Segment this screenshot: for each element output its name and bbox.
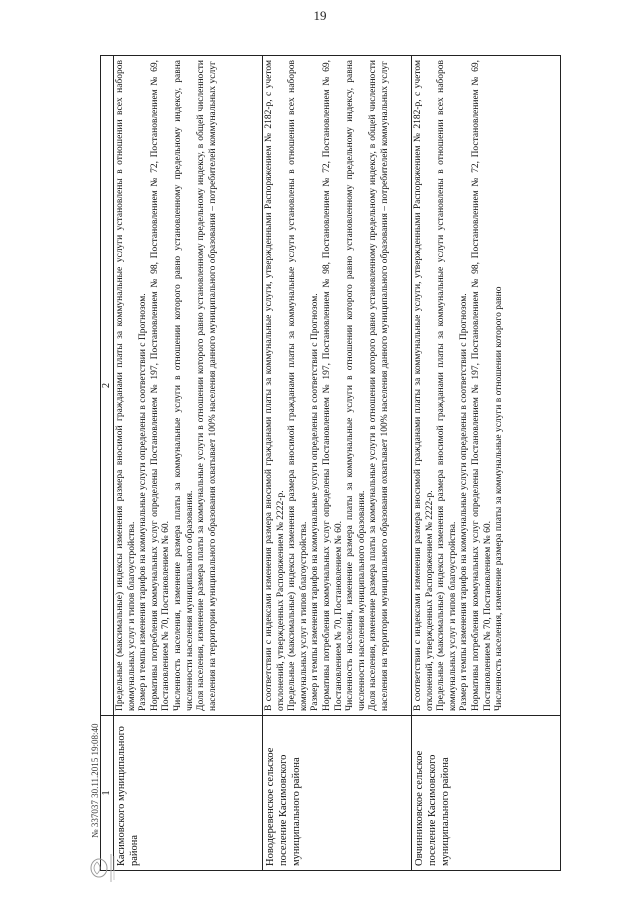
- government-seal-icon: [85, 856, 125, 888]
- paragraph: Нормативы потребления коммунальных услуг определены Постановлением № 197, Постановлением № 98, Постановлением № 72, Постановлением № 69, Постановлением № 70, Постановлением № 60.: [149, 60, 172, 711]
- paragraph: Доля населения, изменение размера платы за коммунальные услуги в отношении которого равно установленному предельному индексу, в общей численности населения на территории муниципального образования охватывает 100% населения данного муниципального образования – потребителей коммунальных услуг: [368, 60, 390, 711]
- column-header-2: 2: [101, 56, 114, 716]
- row-description: [412, 56, 561, 716]
- paragraph: Предельные (максимальные) индексы изменения размера вносимой гражданами платы за коммунальные услуги установлены в отношении всех наборов коммунальных услуг и типов благоустройства.: [115, 60, 137, 711]
- table-row: [114, 56, 263, 871]
- column-header-1: 1: [101, 716, 114, 871]
- paragraph: Нормативы потребления коммунальных услуг определены Постановлением № 197, Постановлением № 98, Постановлением № 72, Постановлением № 69, Постановлением № 70, Постановлением № 60.: [321, 60, 344, 711]
- municipality-name: Новодеревенское сельское поселение Касимовского муниципального района: [263, 716, 412, 871]
- document-footer-stamp: № 337037 30.11.2015 19:08:40: [90, 723, 100, 838]
- paragraph: Численность населения, изменение размера платы за коммунальные услуги в отношении которого равно: [494, 286, 505, 711]
- seal-graphic: [85, 848, 117, 888]
- paragraph: Доля населения, изменение размера платы за коммунальные услуги в отношении которого равно установленному предельному индексу, в общей численности населения на территории муниципального образования охватывает 100% населения данного муниципального образования – потребителей коммунальных услуг: [196, 60, 218, 711]
- paragraph: Размер и темпы изменения тарифов на коммунальные услуги определены в соответствии с Прогнозом.: [138, 293, 149, 711]
- table-row: [412, 56, 561, 871]
- row-description: [114, 56, 263, 716]
- paragraph: Численность населения, изменение размера платы за коммунальные услуги в отношении которого равно установленному предельному индексу, равна численности населения муниципального образования.: [345, 60, 367, 711]
- municipality-name: Касимовского муниципального района: [114, 716, 263, 871]
- paragraph: В соответствии с индексами изменения размера вносимой гражданами платы за коммунальные услуги, утвержденными Распоряжением № 2182-р, с учетом отклонений, утвержденных Распоряжением № 2222-р.: [264, 60, 286, 711]
- paragraph: Численность населения, изменение размера платы за коммунальные услуги в отношении которого равно установленному предельному индексу, равна численности населения муниципального образования.: [172, 60, 195, 711]
- table-row: [263, 56, 412, 871]
- rotated-table-wrapper: [100, 56, 580, 871]
- paragraph: Предельные (максимальные) индексы изменения размера вносимой гражданами платы за коммунальные услуги установлены в отношении всех наборов коммунальных услуг и типов благоустройства.: [436, 60, 458, 711]
- tariff-table: [100, 55, 561, 871]
- paragraph: В соответствии с индексами изменения размера вносимой гражданами платы за коммунальные услуги, утвержденными Распоряжением № 2182-р, с учетом отклонений, утвержденных Распоряжением № 2222-р.: [413, 60, 435, 711]
- paragraph: Предельные (максимальные) индексы изменения размера вносимой гражданами платы за коммунальные услуги установлены в отношении всех наборов коммунальных услуг и типов благоустройства.: [287, 60, 309, 711]
- paragraph: Размер и темпы изменения тарифов на коммунальные услуги определены в соответствии с Прогнозом.: [310, 293, 321, 711]
- page-number: 19: [313, 8, 327, 23]
- paragraph: Размер и темпы изменения тарифов на коммунальные услуги определены в соответствии с Прогнозом.: [459, 293, 470, 711]
- row-description: [263, 56, 412, 716]
- municipality-name: Овчинниковское сельское поселение Касимовского муниципального района: [412, 716, 561, 871]
- paragraph: Нормативы потребления коммунальных услуг определены Постановлением № 197, Постановлением № 98, Постановлением № 72, Постановлением № 69, Постановлением № 70, Постановлением № 60.: [470, 60, 493, 711]
